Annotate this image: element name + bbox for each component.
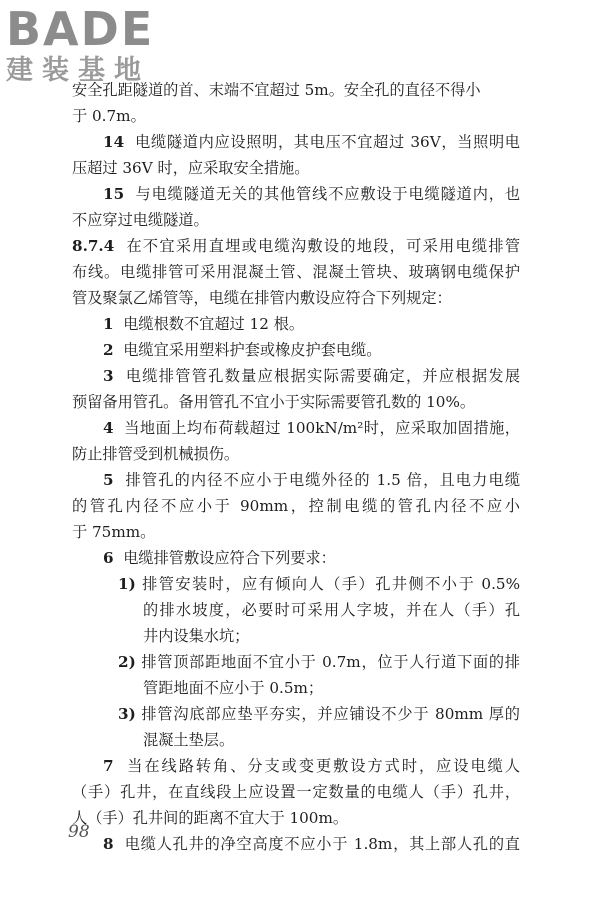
- text-line: 7 当在线路转角、分支或变更敷设方式时，应设电缆人: [103, 757, 521, 775]
- text-line: 1) 排管安装时，应有倾向人（手）孔井侧不小于 0.5%: [118, 575, 520, 593]
- text-line: 布线。电缆排管可采用混凝土管、混凝土管块、玻璃钢电缆保护: [72, 263, 520, 281]
- clause-number: 1): [118, 575, 136, 593]
- text-line: 14 电缆隧道内应设照明，其电压不宜超过 36V，当照明电: [103, 133, 520, 151]
- clause-number: 7: [103, 757, 114, 775]
- clause-number: 3: [103, 367, 114, 385]
- text-line: 4 当地面上均布荷载超过 100kN/m²时，应采取加固措施，: [103, 419, 520, 437]
- text-line: 管及聚氯乙烯管等，电缆在排管内敷设应符合下列规定：: [72, 289, 452, 307]
- text-line: （手）孔井，在直线段上应设置一定数量的电缆人（手）孔井，: [72, 783, 520, 801]
- clause-number: 3): [118, 705, 136, 723]
- text-line: 2 电缆宜采用塑料护套或橡皮护套电缆。: [103, 341, 382, 359]
- watermark-logo: [6, 4, 154, 86]
- text-line: 6 电缆排管敷设应符合下列要求：: [103, 549, 336, 567]
- clause-number: 1: [103, 315, 114, 333]
- clause-number: 4: [103, 419, 114, 437]
- logo-mark: BADE: [6, 2, 155, 56]
- text-line: 3 电缆排管管孔数量应根据实际需要确定，并应根据发展: [103, 367, 521, 385]
- text-line: 压超过 36V 时，应采取安全措施。: [72, 159, 310, 177]
- text-line: 15 与电缆隧道无关的其他管线不应敷设于电缆隧道内，也: [103, 185, 521, 203]
- text-line: 8.7.4 在不宜采用直埋或电缆沟敷设的地段，可采用电缆排管: [72, 237, 521, 255]
- logo-subtitle: 建装基地: [6, 55, 150, 86]
- text-line: 的排水坡度，必要时可采用人字坡，并在人（手）孔: [143, 601, 520, 619]
- clause-number: 8: [103, 835, 114, 853]
- clause-number: 15: [103, 185, 125, 203]
- clause-number: 2): [118, 653, 136, 671]
- text-line: 于 0.7m。: [72, 107, 146, 125]
- text-line: 混凝土垫层。: [143, 731, 235, 749]
- text-line: 不应穿过电缆隧道。: [72, 211, 209, 229]
- text-line: 3) 排管沟底部应垫平夯实，并应铺设不少于 80mm 厚的: [118, 705, 520, 723]
- text-line: 安全孔距隧道的首、末端不宜超过 5m。安全孔的直径不得小: [72, 81, 481, 99]
- text-line: 预留备用管孔。备用管孔不宜小于实际需要管孔数的 10%。: [72, 393, 476, 411]
- text-line: 管距地面不应小于 0.5m；: [143, 679, 324, 697]
- text-line: 8 电缆人孔井的净空高度不应小于 1.8m，其上部人孔的直: [103, 835, 520, 853]
- text-line: 人（手）孔井间的距离不宜大于 100m。: [72, 809, 349, 827]
- clause-number: 14: [103, 133, 125, 151]
- clause-number: 2: [103, 341, 114, 359]
- text-line: 防止排管受到机械损伤。: [72, 445, 240, 463]
- text-line: 于 75mm。: [72, 523, 156, 541]
- clause-number: 6: [103, 549, 114, 567]
- clause-number: 8.7.4: [72, 237, 115, 255]
- text-line: 5 排管孔的内径不应小于电缆外径的 1.5 倍，且电力电缆: [103, 471, 521, 489]
- text-line: 1 电缆根数不宜超过 12 根。: [103, 315, 305, 333]
- text-line: 井内设集水坑；: [143, 627, 250, 645]
- text-line: 的管孔内径不应小于 90mm，控制电缆的管孔内径不应小: [72, 497, 520, 515]
- page-number: 98: [68, 822, 90, 842]
- clause-number: 5: [103, 471, 114, 489]
- text-line: 2) 排管顶部距地面不宜小于 0.7m，位于人行道下面的排: [118, 653, 520, 671]
